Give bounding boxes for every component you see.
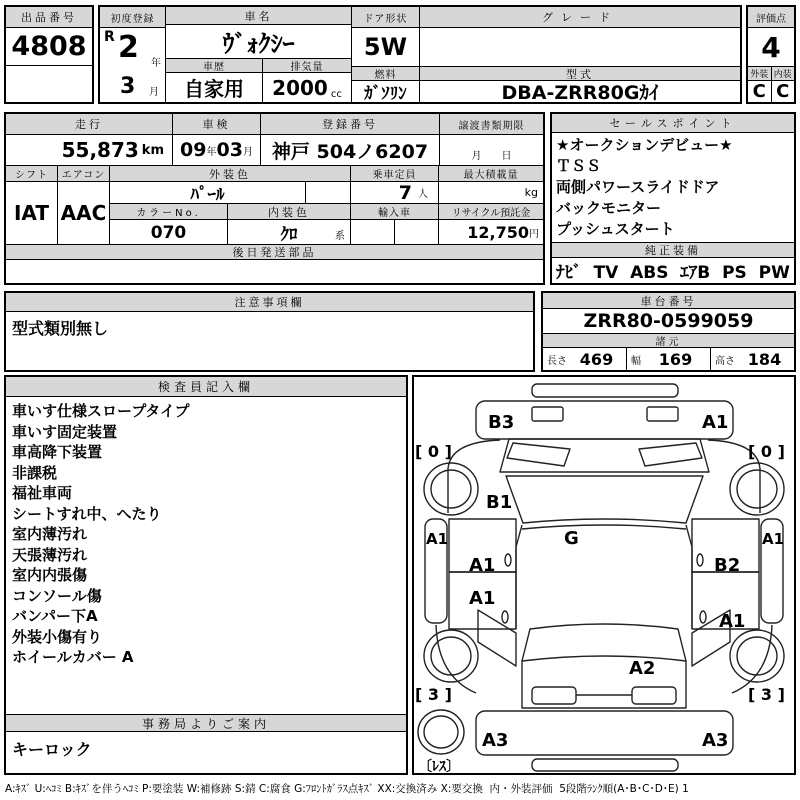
car-wheel-front-left: [424, 463, 478, 515]
ext-color-label: 外装色: [110, 166, 351, 181]
marker-windshield: G: [564, 528, 579, 549]
shift-column: [6, 166, 58, 244]
dim-length-cell: [543, 348, 627, 370]
inspector-note: 非課税: [12, 463, 58, 482]
car-front-bumper: [476, 401, 733, 439]
car-diagram: [414, 377, 794, 773]
inspection-cell: [173, 135, 261, 165]
marker-tire-front-right: [ 0 ]: [748, 442, 785, 461]
int-color-value: ｸﾛ: [280, 225, 298, 245]
car-rear-bumper: [476, 711, 733, 755]
fuel-label: 燃料: [352, 67, 419, 81]
capacity-cell: [351, 182, 439, 203]
car-door-handle-front-right: [697, 554, 703, 566]
car-name-label: 車名: [166, 7, 351, 25]
marker-rear-bumper-right: A3: [702, 730, 729, 751]
transfer-label: 譲渡書類期限: [440, 114, 543, 134]
ext-color-extra-cell: [306, 182, 351, 203]
car-taillight-left: [532, 687, 576, 704]
capacity-label: 乗車定員: [351, 166, 439, 181]
max-load-unit: kg: [524, 186, 538, 199]
door-shape-value: 5W: [352, 28, 419, 67]
marker-spare-tire: 〔ﾚｽ〕: [418, 759, 460, 773]
inspector-note: 福祉車両: [12, 484, 73, 502]
mileage-label: 走行: [6, 114, 173, 134]
interior-score: C: [776, 81, 790, 102]
int-color-cell: [228, 220, 351, 245]
recycle-cell: [439, 220, 543, 245]
displacement-value-wrap: [263, 73, 351, 102]
chassis-box: [541, 291, 796, 372]
inspector-note: 室内内張傷: [12, 566, 88, 584]
later-parts-label: 後日発送部品: [6, 244, 543, 260]
import-label: 輸入車: [351, 204, 439, 219]
model-code-value: DBA-ZRR80Gｶｲ: [501, 82, 659, 102]
car-front-grille-right: [647, 407, 678, 421]
sales-point: 両側パワースライドドア: [556, 178, 720, 197]
first-registration-column: [100, 7, 166, 102]
dim-height-cell: [711, 348, 794, 370]
marker-fender-front-left: B1: [486, 492, 513, 513]
marker-door-front-left: A1: [469, 555, 496, 576]
marker-door-rear-left: A1: [469, 588, 496, 609]
car-door-handle-rear-right: [700, 611, 706, 623]
history-cell: [166, 59, 263, 102]
capacity-value: 7: [398, 182, 412, 203]
dim-width-label: 幅: [631, 355, 641, 367]
era-value: R: [104, 29, 115, 45]
ac-label: エアコン: [58, 166, 109, 182]
mileage-value: 55,873: [61, 138, 139, 162]
grade-value: [420, 28, 740, 67]
ext-color-value: ﾊﾟｰﾙ: [110, 182, 306, 203]
car-diagram-box: [412, 375, 796, 775]
car-wheel-front-left-inner: [431, 470, 471, 508]
vehicle-header-box: [98, 5, 742, 104]
dim-height-label: 高さ: [715, 355, 735, 367]
first-registration-year: [100, 28, 165, 70]
inspector-notes-label: 検査員記入欄: [6, 377, 406, 397]
sales-points-label: セールスポイント: [552, 114, 794, 133]
color-no-label: カラーNo.: [110, 204, 228, 219]
dim-height-value: 184: [747, 349, 782, 369]
inspector-note: 車いす固定装置: [12, 422, 118, 441]
car-body-rear-right: [732, 625, 772, 693]
car-door-handle-front-left: [505, 554, 511, 566]
marker-door-rear-right: A1: [719, 611, 746, 632]
car-front-grille-left: [532, 407, 563, 421]
shift-label: シフト: [6, 166, 57, 182]
sales-point: ★オークションデビュー★: [556, 136, 733, 155]
inspector-note: 車高降下装置: [12, 443, 103, 461]
registration-box: [4, 112, 545, 285]
oem-equipment-value: ﾅﾋﾞ TV ABS ｴｱB PS PW: [556, 262, 790, 283]
reg-year-unit: 年: [151, 58, 161, 69]
displacement-unit: cc: [330, 89, 342, 100]
marker-tire-rear-right: [ 3 ]: [748, 685, 785, 704]
first-registration-month: [100, 70, 165, 102]
car-quarter-panel-left: [478, 610, 516, 666]
inspection-label: 車検: [173, 114, 261, 134]
car-wheel-rear-left-inner: [431, 637, 471, 675]
inspector-note: ホイールカバー A: [12, 648, 134, 666]
int-color-label: 内装色: [228, 204, 351, 219]
marker-rocker-left: A1: [426, 530, 449, 548]
caution-notes-text: 型式類別無し: [12, 319, 109, 338]
displacement-label: 排気量: [263, 59, 351, 73]
door-shape-label: ドア形状: [352, 7, 419, 28]
import-cell-2: [395, 220, 439, 245]
office-info-label: 事務局よりご案内: [6, 714, 406, 732]
caution-notes-label: 注意事項欄: [6, 293, 533, 312]
car-name-column: [166, 7, 352, 102]
sales-point: バックモニター: [556, 199, 662, 218]
car-front-strip: [532, 384, 678, 397]
car-spare-tire-inner: [424, 716, 458, 748]
marker-rear-bumper-left: A3: [482, 730, 509, 751]
reg-year-value: 2: [118, 30, 139, 65]
inspection-year-unit: 年: [206, 146, 217, 158]
car-rear-window: [522, 624, 686, 661]
transfer-value: 月 日: [471, 151, 512, 162]
sales-points-box: [550, 112, 796, 285]
displacement-value: 2000: [272, 75, 328, 100]
inspector-note: シートすれ中、へたり: [12, 504, 162, 523]
car-wheel-front-right-inner: [737, 470, 777, 508]
capacity-unit: 人: [418, 189, 428, 200]
inspector-notes-box: [4, 375, 408, 775]
mileage-unit: km: [141, 142, 164, 158]
inspector-note: 天張薄汚れ: [12, 545, 88, 564]
reg-no-label: 登録番号: [261, 114, 440, 134]
int-color-suffix: 系: [335, 231, 345, 242]
office-info-text: キーロック: [12, 740, 92, 759]
shift-value: IAT: [13, 201, 49, 225]
reg-month-value: 3: [120, 74, 136, 99]
mileage-cell: [6, 135, 173, 165]
lot-number-empty: [6, 66, 92, 102]
import-cell-1: [351, 220, 395, 245]
sales-point: ＴＳＳ: [556, 157, 602, 176]
score-value: 4: [748, 28, 794, 67]
recycle-value: 12,750: [467, 223, 529, 242]
marker-tailgate: A2: [629, 658, 656, 679]
exterior-label: 外装: [748, 67, 772, 80]
inspector-note: 室内薄汚れ: [12, 525, 88, 543]
car-rear-strip: [532, 759, 678, 771]
car-body-rear-left: [436, 625, 476, 693]
inspector-notes-list: [6, 397, 406, 714]
car-name-value: ｳﾞｫｸｼｰ: [166, 25, 351, 59]
marker-rocker-right: A1: [762, 530, 785, 548]
ac-column: [58, 166, 110, 244]
inspection-month: 03: [216, 139, 243, 161]
car-roof-front-edge: [522, 525, 686, 529]
car-hood: [500, 439, 709, 472]
lot-number-label: 出品番号: [6, 7, 92, 28]
caution-notes-box: [4, 291, 535, 372]
car-cabin-side-left: [516, 525, 522, 629]
first-registration-label: 初度登録: [100, 7, 165, 28]
legend-text: A:ｷｽﾞ U:ﾍｺﾐ B:ｷｽﾞを伴うﾍｺﾐ P:要塗装 W:補修跡 S:錆 C:腐食 G:ﾌﾛﾝﾄｶﾞﾗｽ点ｷｽﾞ XX:交換済み X:要交換 内・外装評価 5段階ﾗﾝｸ順(A･B･C･D･E) 1: [5, 783, 689, 795]
grade-column: [420, 7, 740, 102]
sales-point: プッシュスタート: [556, 220, 675, 239]
inspector-note: 外装小傷有り: [12, 627, 103, 646]
displacement-cell: [263, 59, 351, 102]
model-code-label: 型式: [420, 67, 740, 81]
reg-no-value: 神戸 504ノ6207: [261, 135, 440, 165]
car-wheel-front-right: [730, 463, 784, 515]
spec-label: 諸元: [543, 334, 794, 348]
exterior-score: C: [748, 81, 772, 102]
car-headlight-right: [639, 443, 702, 466]
marker-door-front-right: B2: [714, 555, 741, 576]
score-label: 評価点: [748, 7, 794, 28]
max-load-label: 最大積載量: [439, 166, 543, 181]
recycle-unit: 円: [529, 229, 539, 240]
dim-width-value: 169: [658, 349, 693, 369]
lot-number-box: [4, 5, 94, 104]
car-tailgate: [522, 661, 686, 708]
dim-length-value: 469: [579, 349, 614, 369]
oem-equipment-label: 純正装備: [552, 242, 794, 258]
marker-tire-rear-left: [ 3 ]: [415, 685, 452, 704]
dim-length-label: 長さ: [547, 355, 567, 367]
reg-month-unit: 月: [149, 87, 159, 98]
history-value: 自家用: [184, 77, 244, 101]
marker-tire-front-left: [ 0 ]: [415, 442, 452, 461]
inspector-note: 車いす仕様スロープタイプ: [12, 402, 190, 420]
grade-label: グレード: [420, 7, 740, 28]
later-parts-value: [6, 260, 543, 283]
dim-width-cell: [627, 348, 711, 370]
inspection-year: 09: [180, 139, 207, 161]
recycle-label: リサイクル預託金: [439, 204, 543, 219]
inspector-note: コンソール傷: [12, 586, 102, 605]
inspection-month-unit: 月: [242, 146, 253, 158]
chassis-no-label: 車台番号: [543, 293, 794, 309]
car-cabin-side-right: [686, 525, 692, 629]
sales-points-list: [552, 133, 794, 242]
history-label: 車歴: [166, 59, 262, 73]
ac-value: AAC: [60, 201, 107, 225]
car-windshield: [506, 476, 703, 523]
lot-number-value: 4808: [6, 28, 92, 66]
car-headlight-left: [507, 443, 570, 466]
color-no-value: 070: [110, 220, 228, 245]
chassis-no-value: ZRR80-0599059: [543, 309, 794, 334]
marker-front-bumper-right: A1: [702, 412, 729, 433]
car-taillight-right: [632, 687, 676, 704]
car-wheel-rear-right-inner: [737, 637, 777, 675]
interior-label: 内装: [772, 67, 795, 80]
inspector-note: バンパー下A: [12, 607, 98, 625]
car-door-handle-rear-left: [502, 611, 508, 623]
fuel-value: ｶﾞｿﾘﾝ: [364, 84, 407, 102]
door-shape-column: [352, 7, 420, 102]
marker-front-bumper-left: B3: [488, 412, 515, 433]
score-box: [746, 5, 796, 104]
